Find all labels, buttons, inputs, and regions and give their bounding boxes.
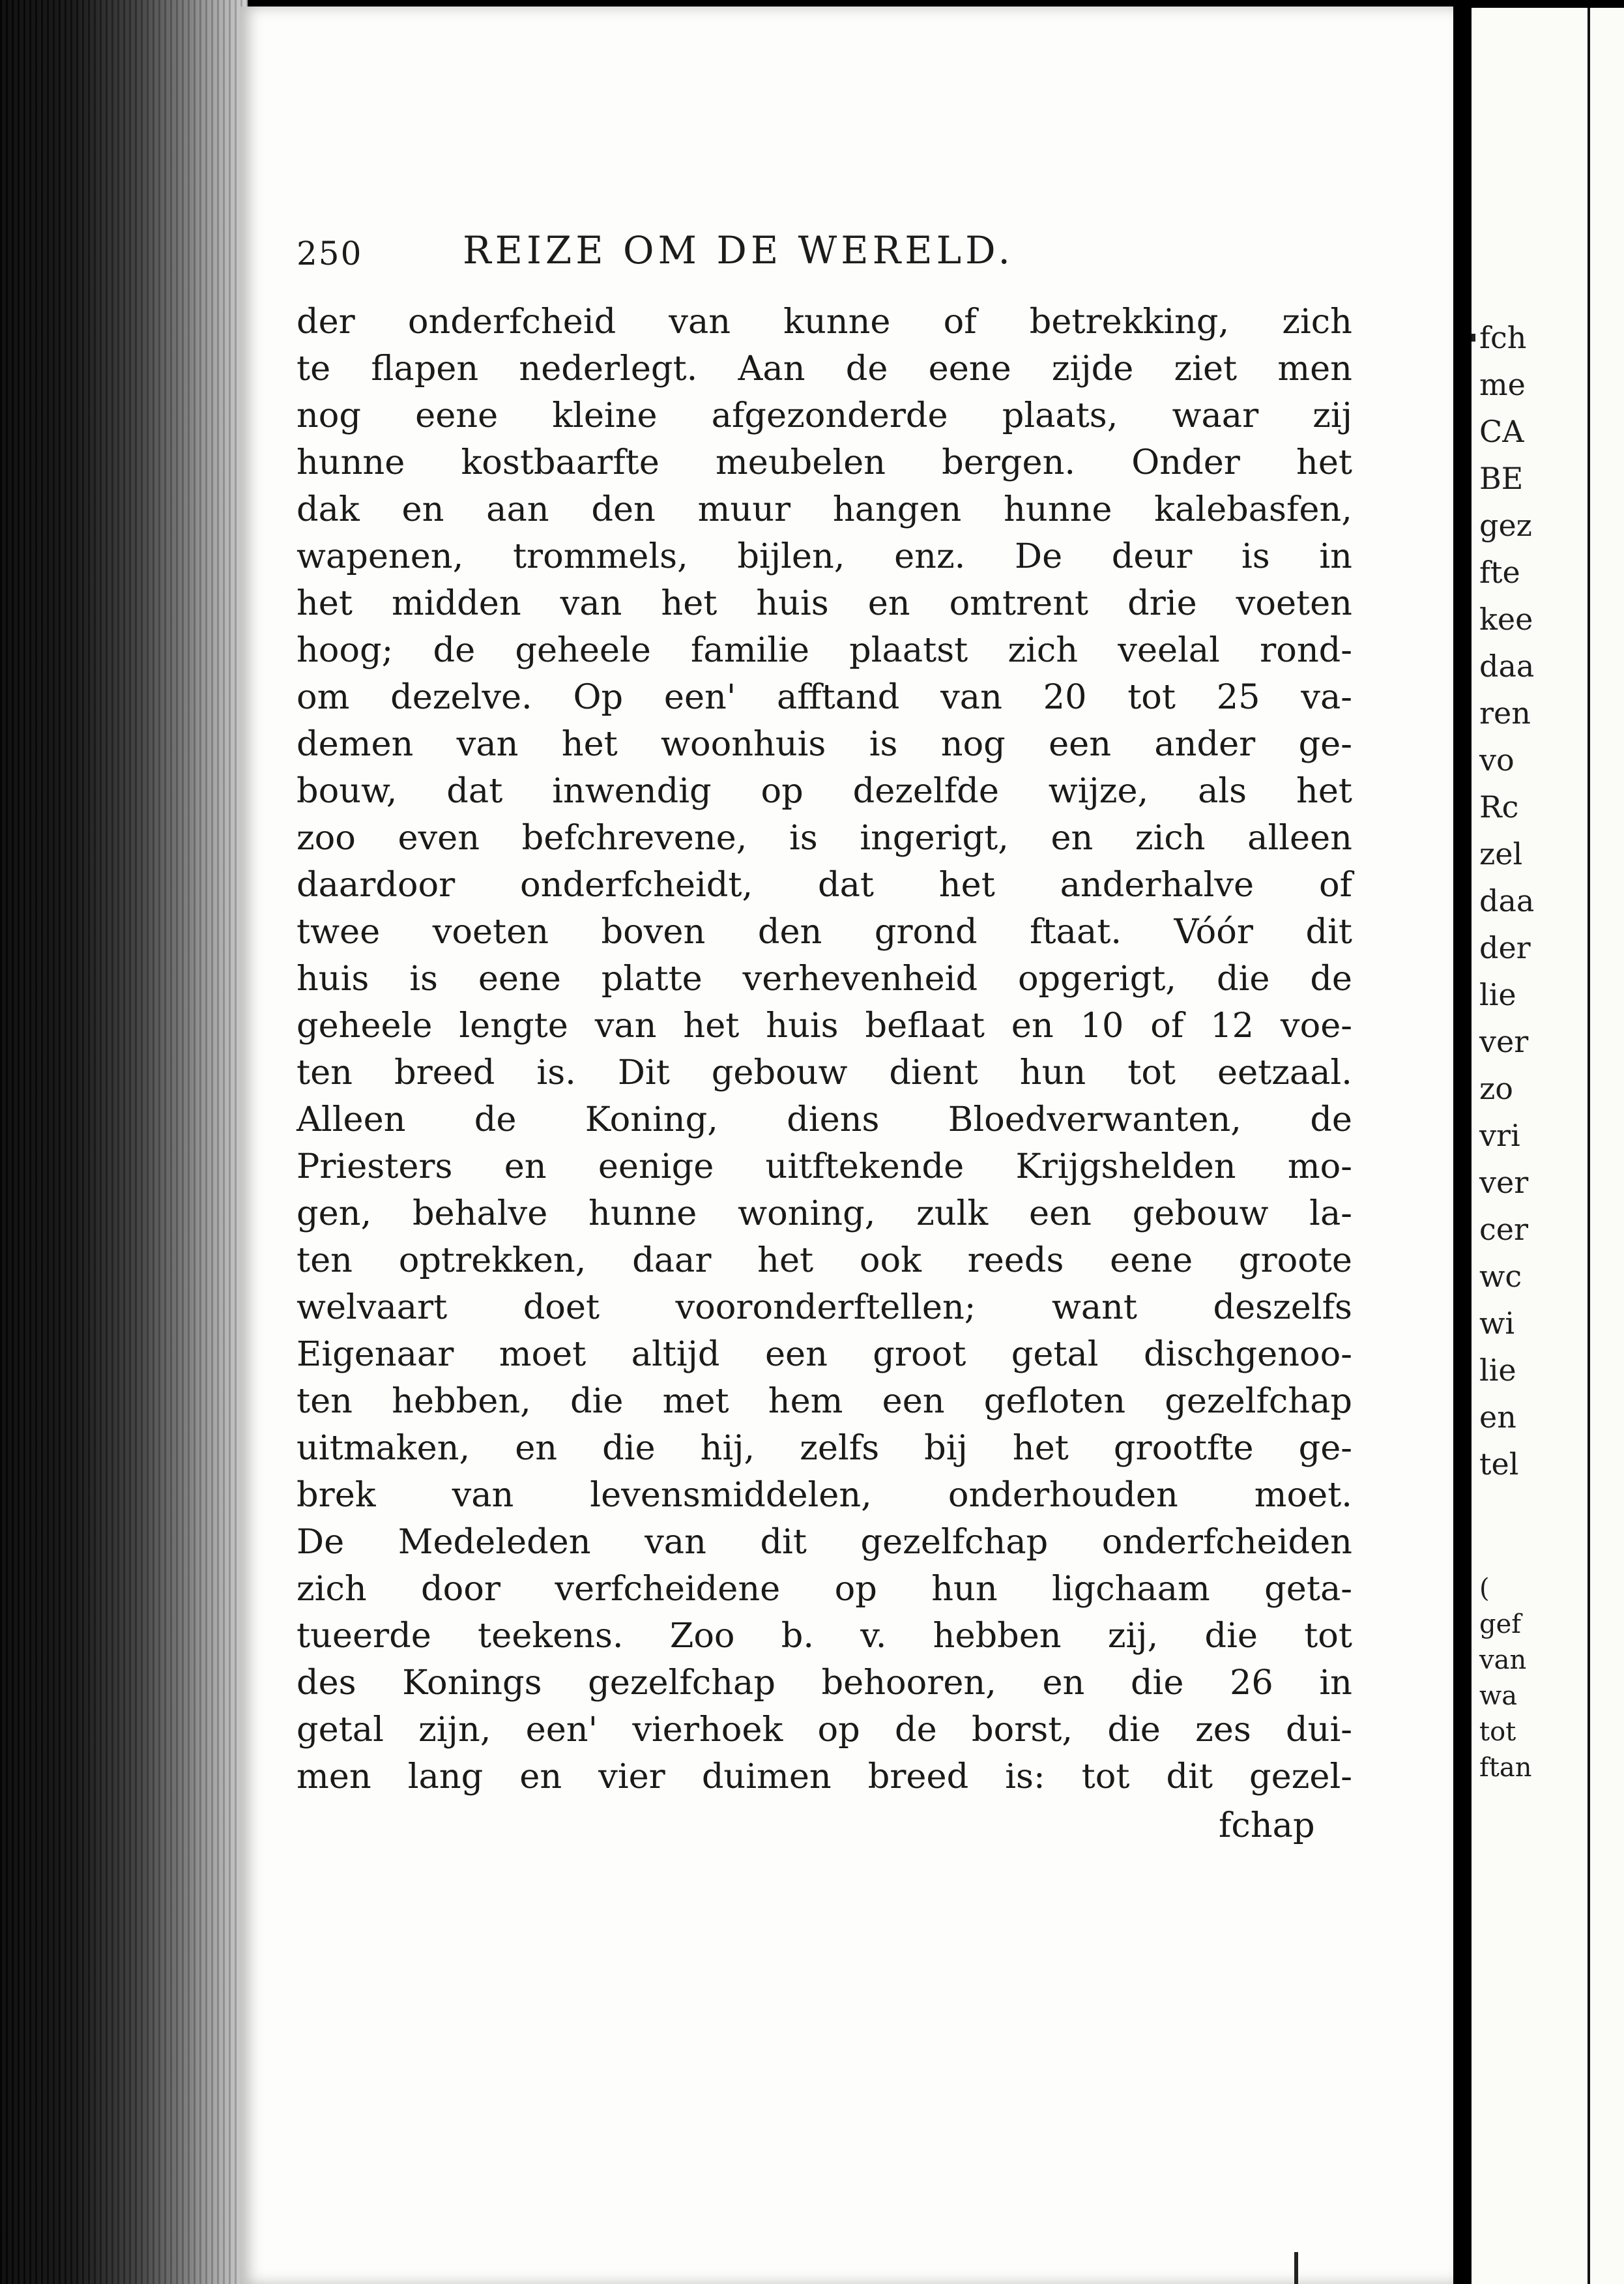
text-line: welvaart doet vooronderftellen; want deszelfs (297, 1287, 1352, 1327)
text-line: uitmaken, en die hij, zelfs bij het grootfte ge- (297, 1428, 1352, 1468)
text-fragment: tel (1479, 1446, 1519, 1482)
text-line: men lang en vier duimen breed is: tot dit gezel- (297, 1757, 1352, 1796)
text-line: der onderfcheid van kunne of betrekking, zich (297, 302, 1352, 342)
text-fragment: ( (1479, 1574, 1490, 1603)
text-line: ten optrekken, daar het ook reeds eene groote (297, 1240, 1352, 1280)
running-title: REIZE OM DE WERELD. (463, 228, 1014, 272)
page-number: 250 (297, 235, 363, 272)
text-line: huis is eene platte verhevenheid opgerigt, die de (297, 959, 1352, 999)
text-fragment: BE (1479, 461, 1524, 496)
catchword: fchap (1219, 1806, 1315, 1845)
text-line: hoog; de geheele familie plaatst zich veelal rond- (297, 630, 1352, 670)
text-fragment: gef (1479, 1609, 1522, 1639)
text-fragment: daa (1479, 649, 1535, 684)
text-line: Alleen de Koning, diens Bloedverwanten, de (297, 1100, 1352, 1139)
text-fragment: kee (1479, 602, 1533, 637)
text-line: getal zijn, een' vierhoek op de borst, die zes dui- (297, 1710, 1352, 1750)
bottom-edge-mark (1294, 2252, 1298, 2284)
text-line: bouw, dat inwendig op dezelfde wijze, als het (297, 771, 1352, 811)
text-line: ten breed is. Dit gebouw dient hun tot eetzaal. (297, 1053, 1352, 1092)
text-line: zich door verfcheidene op hun ligchaam geta- (297, 1569, 1352, 1609)
text-fragment: ver (1479, 1165, 1529, 1200)
text-fragment: zel (1479, 836, 1523, 871)
text-line: des Konings gezelfchap behooren, en die 26 in (297, 1663, 1352, 1703)
text-fragment: vri (1479, 1118, 1520, 1153)
text-fragment: cer (1479, 1212, 1528, 1247)
text-line: nog eene kleine afgezonderde plaats, waar zij (297, 396, 1352, 435)
text-fragment: tot (1479, 1717, 1516, 1747)
text-line: te flapen nederlegt. Aan de eene zijde ziet men (297, 349, 1352, 388)
page-gutter (1453, 0, 1472, 2284)
text-fragment: wi (1479, 1306, 1515, 1341)
text-fragment: lie (1479, 1353, 1516, 1388)
text-line: wapenen, trommels, bijlen, enz. De deur is in (297, 536, 1352, 576)
text-fragment: me (1479, 367, 1526, 402)
text-line: demen van het woonhuis is nog een ander ge- (297, 724, 1352, 764)
facing-page-text (1479, 314, 1534, 1487)
text-line: zoo even befchrevene, is ingerigt, en zich alleen (297, 818, 1352, 858)
text-fragment: CA (1479, 414, 1524, 449)
text-fragment: van (1479, 1645, 1527, 1675)
text-line: brek van levensmiddelen, onderhouden moet. (297, 1475, 1352, 1515)
text-line: Eigenaar moet altijd een groot getal dischgenoo- (297, 1334, 1352, 1374)
text-line: tueerde teekens. Zoo b. v. hebben zij, die tot (297, 1616, 1352, 1656)
text-line: hunne kostbaarfte meubelen bergen. Onder het (297, 443, 1352, 482)
text-fragment: vo (1479, 742, 1515, 778)
text-fragment: der (1479, 930, 1531, 965)
facing-page-rule (1588, 8, 1590, 2284)
text-fragment: fch (1479, 320, 1527, 355)
text-fragment: Rc (1479, 789, 1519, 825)
text-line: ten hebben, die met hem een gefloten gezelfchap (297, 1381, 1352, 1421)
text-fragment: ver (1479, 1024, 1529, 1059)
facing-page-text-lower (1479, 1571, 1532, 1786)
text-line: De Medeleden van dit gezelfchap onderfcheiden (297, 1522, 1352, 1562)
book-spine-shadow (0, 0, 248, 2284)
text-line: daardoor onderfcheidt, dat het anderhalve of (297, 865, 1352, 905)
text-line: geheele lengte van het huis beflaat en 10 of 12 voe- (297, 1006, 1352, 1046)
body-text (297, 299, 1352, 1800)
page-header (297, 228, 1339, 280)
text-fragment: lie (1479, 977, 1516, 1012)
text-line: dak en aan den muur hangen hunne kalebasfen, (297, 490, 1352, 529)
page-mark (1472, 334, 1475, 342)
text-line: het midden van het huis en omtrent drie voeten (297, 583, 1352, 623)
text-fragment: en (1479, 1399, 1516, 1435)
text-fragment: ftan (1479, 1753, 1532, 1783)
facing-page-edge (1472, 8, 1624, 2284)
text-fragment: gez (1479, 508, 1532, 543)
text-line: om dezelve. Op een' afftand van 20 tot 25 va- (297, 677, 1352, 717)
text-fragment: wa (1479, 1681, 1518, 1711)
text-fragment: zo (1479, 1071, 1513, 1106)
text-fragment: wc (1479, 1259, 1522, 1294)
text-line: twee voeten boven den grond ftaat. Vóór dit (297, 912, 1352, 952)
text-fragment: ren (1479, 695, 1531, 731)
text-line: gen, behalve hunne woning, zulk een gebouw la- (297, 1193, 1352, 1233)
text-line: Priesters en eenige uitftekende Krijgshelden mo- (297, 1147, 1352, 1186)
text-fragment: fte (1479, 555, 1520, 590)
text-fragment: daa (1479, 883, 1535, 918)
